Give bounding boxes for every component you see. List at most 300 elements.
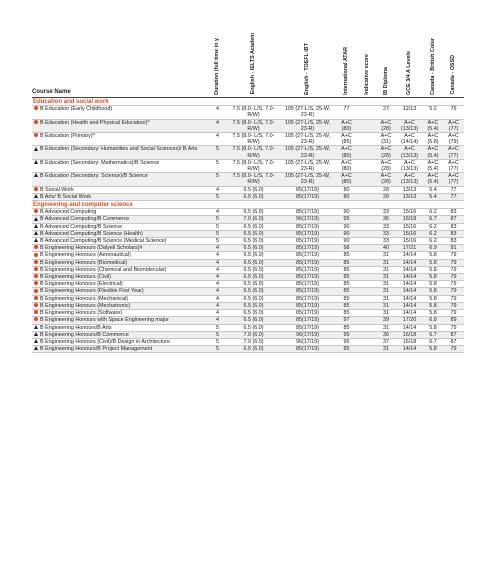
duration-cell: 5 (208, 159, 227, 172)
atar-cell: 85 (335, 288, 358, 295)
canada-ossd-cell: 87 (443, 338, 464, 345)
single-degree-dot-icon (34, 120, 38, 124)
canada-bc-cell: A+C (5.4) (423, 119, 443, 132)
indicative-score-cell (358, 288, 376, 295)
table-row (32, 119, 464, 132)
course-name: B Engineering Honours (Biomedical) (40, 259, 128, 266)
ib-cell: A+C (28) (376, 119, 396, 132)
course-name-cell (32, 238, 208, 245)
ib-cell: 39 (376, 317, 396, 324)
course-name-cell (32, 133, 208, 146)
duration-cell: 5 (208, 146, 227, 159)
ib-cell: 31 (376, 310, 396, 317)
single-degree-dot-icon (34, 289, 38, 293)
course-requirements-table (32, 0, 464, 353)
canada-bc-cell: A+C (5.4) (423, 159, 443, 172)
indicative-score-cell (358, 331, 376, 338)
atar-cell: 85 (335, 281, 358, 288)
canada-bc-cell: 6.7 (423, 216, 443, 223)
atar-cell: 85 (335, 302, 358, 309)
toefl-cell: 85(17/19) (280, 252, 335, 259)
course-name: B Engineering Honours (Software) (40, 310, 123, 317)
atar-header: International ATAR (335, 0, 358, 98)
gce-cell: 14/14 (396, 346, 423, 353)
combined-degree-triangle-icon (34, 173, 38, 177)
course-name-cell (32, 302, 208, 309)
indicative-score-cell (358, 238, 376, 245)
ib-cell: 31 (376, 346, 396, 353)
gce-cell: 15/16 (396, 230, 423, 237)
indicative-score-cell (358, 230, 376, 237)
table-row (32, 216, 464, 223)
course-name: B Engineering Honours/B Arts (40, 324, 112, 331)
atar-cell: A+C (80) (335, 173, 358, 186)
canada-ossd-cell: A+C (77) (443, 173, 464, 186)
canada-bc-cell: 5.8 (423, 324, 443, 331)
canada-bc-cell: 5.8 (423, 310, 443, 317)
toefl-cell: 85(17/19) (280, 223, 335, 230)
course-name-cell (32, 331, 208, 338)
duration-cell: 5 (208, 238, 227, 245)
duration-cell: 5 (208, 346, 227, 353)
table-row (32, 324, 464, 331)
atar-cell: 95 (335, 216, 358, 223)
combined-degree-triangle-icon (34, 332, 38, 336)
atar-cell: 85 (335, 310, 358, 317)
course-name: B Engineering Honours (Aeronautical) (40, 252, 131, 259)
toefl-cell: 105 (27-L/S, 25-W, 23-R) (280, 106, 335, 119)
canada-bc-cell: 5.8 (423, 346, 443, 353)
gce-cell: 17/20 (396, 317, 423, 324)
combined-degree-triangle-icon (34, 160, 38, 164)
canada-ossd-cell: 87 (443, 331, 464, 338)
duration-cell: 4 (208, 302, 227, 309)
atar-cell: 85 (335, 266, 358, 273)
duration-cell: 4 (208, 106, 227, 119)
ielts-cell: 6.5 (6.0) (227, 288, 280, 295)
ielts-cell: 6.5 (6.0) (227, 209, 280, 216)
ib-cell: 31 (376, 274, 396, 281)
ib-cell: A+C (28) (376, 146, 396, 159)
atar-cell: 85 (335, 252, 358, 259)
atar-cell: 90 (335, 238, 358, 245)
atar-cell: 90 (335, 223, 358, 230)
indicative-score-cell (358, 223, 376, 230)
duration-cell: 5 (208, 230, 227, 237)
course-name-cell (32, 317, 208, 324)
ielts-cell: 7.5 (8.0- L/S, 7.0-R/W) (227, 173, 280, 186)
table-row (32, 173, 464, 186)
single-degree-dot-icon (34, 296, 38, 300)
course-name: B Education (Primary)^ (40, 133, 96, 140)
section-heading-row (32, 201, 464, 209)
table-row (32, 186, 464, 193)
course-name: B Engineering Honours (Chemical and Biomolecular) (40, 266, 167, 273)
indicative-score-cell (358, 146, 376, 159)
duration-cell: 4 (208, 186, 227, 193)
gce-cell: 14/14 (396, 274, 423, 281)
table-row (32, 259, 464, 266)
course-name: B Advanced Computing/B Science (Medical Science) (40, 238, 167, 245)
table-row (32, 317, 464, 324)
ib-diploma-header: IB Diploma (376, 0, 396, 98)
course-name-cell (32, 288, 208, 295)
duration-cell: 4 (208, 133, 227, 146)
canada-bc-cell: 6.2 (423, 238, 443, 245)
course-name: B Advanced Computing (40, 209, 97, 216)
toefl-cell: 85(17/19) (280, 317, 335, 324)
toefl-cell: 105 (27-L/S, 25-W, 23-R) (280, 119, 335, 132)
indicative-score-cell (358, 295, 376, 302)
canada-ossd-cell: 79 (443, 302, 464, 309)
toefl-cell: 105 (27-L/S, 25-W, 23-R) (280, 146, 335, 159)
ielts-cell: 6.5 (6.0) (227, 223, 280, 230)
duration-cell: 5 (208, 216, 227, 223)
toefl-cell: 85(17/19) (280, 186, 335, 193)
gce-cell: 14/14 (396, 295, 423, 302)
ielts-header: English - IELTS Academ (227, 0, 280, 98)
single-degree-dot-icon (34, 267, 38, 271)
ib-cell: 31 (376, 324, 396, 331)
canada-ossd-cell: A+C (77) (443, 146, 464, 159)
canada-ossd-cell: 83 (443, 223, 464, 230)
combined-degree-triangle-icon (34, 147, 38, 151)
gce-cell: 15/16 (396, 238, 423, 245)
ib-cell: 36 (376, 216, 396, 223)
duration-cell: 5 (208, 193, 227, 200)
gce-cell: 14/14 (396, 259, 423, 266)
canada-ossd-cell: 77 (443, 186, 464, 193)
ib-cell: 28 (376, 186, 396, 193)
gce-cell: A+C (13/13) (396, 159, 423, 172)
course-name-cell (32, 173, 208, 186)
duration-cell: 5 (208, 223, 227, 230)
gce-cell: 12/13 (396, 106, 423, 119)
table-row (32, 238, 464, 245)
ielts-cell: 6.5 (6.0) (227, 238, 280, 245)
ib-cell: 33 (376, 238, 396, 245)
ib-cell: 28 (376, 193, 396, 200)
course-name: B Engineering Honours (Mechanical) (40, 295, 129, 302)
table-row (32, 146, 464, 159)
ib-cell: 37 (376, 338, 396, 345)
ib-cell: 31 (376, 252, 396, 259)
course-name: B Advanced Computing/B Commerce (40, 216, 130, 223)
course-name-cell (32, 295, 208, 302)
atar-cell: 98 (335, 245, 358, 252)
duration-cell: 4 (208, 245, 227, 252)
ielts-cell: 7.5 (8.0- L/S, 7.0-R/W) (227, 159, 280, 172)
canada-ossd-cell: A+C (77) (443, 119, 464, 132)
ielts-cell: 6.5 (6.0) (227, 245, 280, 252)
course-name-cell (32, 209, 208, 216)
table-row (32, 159, 464, 172)
atar-cell: 85 (335, 259, 358, 266)
table-body (32, 98, 464, 353)
gce-cell: 14/14 (396, 266, 423, 273)
table-row (32, 266, 464, 273)
canada-bc-cell: 6.7 (423, 331, 443, 338)
indicative-score-cell (358, 274, 376, 281)
indicative-score-header: Indicative score (358, 0, 376, 98)
combined-degree-triangle-icon (34, 224, 38, 228)
single-degree-dot-icon (34, 187, 38, 191)
gce-cell: A+C (13/13) (396, 173, 423, 186)
canada-bc-cell: 5.8 (423, 252, 443, 259)
canada-bc-cell: A+C (5.8) (423, 133, 443, 146)
course-name-cell (32, 106, 208, 119)
course-name-cell (32, 230, 208, 237)
course-name: B Arts/ B Social Work (40, 193, 92, 200)
canada-ossd-cell: 91 (443, 245, 464, 252)
duration-cell: 5 (208, 331, 227, 338)
ib-cell: 31 (376, 288, 396, 295)
toefl-cell: 96(17/19) (280, 216, 335, 223)
atar-cell: A+C (80) (335, 159, 358, 172)
toefl-cell: 85(17/19) (280, 259, 335, 266)
table-row (32, 310, 464, 317)
toefl-cell: 96(17/19) (280, 338, 335, 345)
table-row (32, 209, 464, 216)
combined-degree-triangle-icon (34, 346, 38, 350)
indicative-score-cell (358, 209, 376, 216)
course-name: B Engineering Honours/B Commerce (40, 331, 129, 338)
indicative-score-cell (358, 281, 376, 288)
ielts-cell: 7.5 (8.0- L/S, 7.0-R/W) (227, 106, 280, 119)
indicative-score-cell (358, 159, 376, 172)
combined-degree-triangle-icon (34, 217, 38, 221)
course-name-cell (32, 159, 208, 172)
canada-ossd-cell: A+C (79) (443, 133, 464, 146)
gce-cell: A+C (13/13) (396, 146, 423, 159)
course-name: B Education (Secondary: Science)/B Science (40, 173, 148, 180)
course-name-cell (32, 310, 208, 317)
toefl-cell: 85(17/19) (280, 302, 335, 309)
toefl-cell: 85(17/19) (280, 346, 335, 353)
toefl-cell: 85(17/19) (280, 209, 335, 216)
toefl-cell: 105 (27-L/S, 25-W, 23-R) (280, 133, 335, 146)
duration-cell: 4 (208, 274, 227, 281)
canada-ossd-cell: 79 (443, 288, 464, 295)
course-name: B Engineering Honours (Civil)/B Design in Architecture (40, 338, 171, 345)
toefl-cell: 96(17/19) (280, 331, 335, 338)
canada-ossd-cell: 79 (443, 266, 464, 273)
duration-cell: 4 (208, 288, 227, 295)
indicative-score-cell (358, 310, 376, 317)
atar-cell: 77 (335, 106, 358, 119)
toefl-header: English - TOEFL iBT (280, 0, 335, 98)
single-degree-dot-icon (34, 317, 38, 321)
canada-bc-header: Canada - British Colur (423, 0, 443, 98)
canada-ossd-cell: 83 (443, 230, 464, 237)
gce-cell: 14/14 (396, 302, 423, 309)
course-name-cell (32, 259, 208, 266)
atar-cell: A+C (80) (335, 119, 358, 132)
canada-bc-cell: A+C (5.4) (423, 173, 443, 186)
single-degree-dot-icon (34, 209, 38, 213)
canada-bc-cell: 6.2 (423, 230, 443, 237)
indicative-score-cell (358, 193, 376, 200)
course-name-cell (32, 146, 208, 159)
toefl-cell: 85(17/19) (280, 266, 335, 273)
course-name: B Engineering Honours (Dalyell Scholars)# (40, 245, 143, 252)
course-name-cell (32, 193, 208, 200)
single-degree-dot-icon (34, 133, 38, 137)
atar-cell: 80 (335, 193, 358, 200)
course-name-cell (32, 245, 208, 252)
canada-bc-cell: 6.9 (423, 245, 443, 252)
combined-degree-triangle-icon (34, 231, 38, 235)
canada-ossd-header: Canada - OSSD (443, 0, 464, 98)
ielts-cell: 6.5 (6.0) (227, 252, 280, 259)
canada-bc-cell: 5.8 (423, 295, 443, 302)
toefl-cell: 85(17/19) (280, 245, 335, 252)
toefl-cell: 85(17/19) (280, 230, 335, 237)
course-name-cell (32, 223, 208, 230)
canada-bc-cell: 5.4 (423, 193, 443, 200)
duration-cell: 4 (208, 317, 227, 324)
canada-ossd-cell: 83 (443, 238, 464, 245)
duration-cell: 4 (208, 310, 227, 317)
duration-cell: 4 (208, 281, 227, 288)
canada-bc-cell: 5.8 (423, 259, 443, 266)
combined-degree-triangle-icon (34, 238, 38, 242)
canada-ossd-cell: 79 (443, 281, 464, 288)
canada-ossd-cell: A+C (77) (443, 159, 464, 172)
ib-cell: 31 (376, 259, 396, 266)
ielts-cell: 6.5 (6.0) (227, 193, 280, 200)
single-degree-dot-icon (34, 106, 38, 110)
course-name-cell (32, 346, 208, 353)
canada-ossd-cell: 79 (443, 274, 464, 281)
canada-ossd-cell: 79 (443, 295, 464, 302)
indicative-score-cell (358, 186, 376, 193)
canada-bc-cell: 6.7 (423, 338, 443, 345)
atar-cell: 80 (335, 186, 358, 193)
indicative-score-cell (358, 317, 376, 324)
course-name: B Advanced Computing/B Science (40, 223, 123, 230)
course-name: B Education (Health and Physical Education)^ (40, 119, 150, 126)
duration-cell: 5 (208, 324, 227, 331)
indicative-score-cell (358, 346, 376, 353)
course-name: B Engineering Honours with Space Engineering major (40, 317, 169, 324)
course-name: B Engineering Honours (Civil) (40, 274, 112, 281)
course-name: B Advanced Computing/B Science (Health) (40, 230, 143, 237)
ib-cell: 31 (376, 266, 396, 273)
duration-header: Duration (full time in y (208, 0, 227, 98)
table-row (32, 193, 464, 200)
indicative-score-cell (358, 266, 376, 273)
gce-cell: A+C (13/13) (396, 119, 423, 132)
table-row (32, 331, 464, 338)
gce-cell: 16/18 (396, 338, 423, 345)
canada-bc-cell: 6.8 (423, 317, 443, 324)
course-name: B Education (Early Childhood) (40, 106, 113, 113)
indicative-score-cell (358, 106, 376, 119)
ib-cell: 31 (376, 295, 396, 302)
indicative-score-cell (358, 245, 376, 252)
canada-ossd-cell: 76 (443, 106, 464, 119)
table-row (32, 281, 464, 288)
ielts-cell: 6.5 (6.0) (227, 230, 280, 237)
gce-cell: 16/18 (396, 331, 423, 338)
canada-ossd-cell: 89 (443, 317, 464, 324)
ielts-cell: 7.0 (6.0) (227, 216, 280, 223)
single-degree-dot-icon (34, 281, 38, 285)
canada-ossd-cell: 87 (443, 216, 464, 223)
atar-cell: 90 (335, 209, 358, 216)
gce-cell: 15/16 (396, 223, 423, 230)
duration-cell: 4 (208, 295, 227, 302)
toefl-cell: 85(17/19) (280, 324, 335, 331)
table-row (32, 302, 464, 309)
indicative-score-cell (358, 133, 376, 146)
canada-bc-cell: 5.4 (423, 186, 443, 193)
ielts-cell: 6.5 (6.0) (227, 317, 280, 324)
indicative-score-cell (358, 173, 376, 186)
course-name: B Engineering Honours (Electrical) (40, 281, 123, 288)
atar-cell: A+C (85) (335, 133, 358, 146)
course-name: B Education (Secondary: Mathematics)/B Science (40, 159, 160, 166)
duration-cell: 4 (208, 252, 227, 259)
course-name-cell (32, 252, 208, 259)
atar-cell: 95 (335, 338, 358, 345)
table-row (32, 274, 464, 281)
toefl-cell: 85(17/19) (280, 281, 335, 288)
ib-cell: A+C (28) (376, 173, 396, 186)
toefl-cell: 85(17/19) (280, 238, 335, 245)
table-row (32, 133, 464, 146)
ib-cell: 27 (376, 106, 396, 119)
canada-bc-cell: 6.2 (423, 209, 443, 216)
ib-cell: A+C (31) (376, 133, 396, 146)
section-heading-row (32, 98, 464, 106)
gce-cell: 17/21 (396, 245, 423, 252)
course-name-cell (32, 281, 208, 288)
ielts-cell: 7.0 (6.0) (227, 331, 280, 338)
canada-ossd-cell: 79 (443, 252, 464, 259)
atar-cell: 97 (335, 317, 358, 324)
gce-cell: 14/14 (396, 252, 423, 259)
canada-ossd-cell: 79 (443, 324, 464, 331)
duration-cell: 4 (208, 259, 227, 266)
table-row (32, 295, 464, 302)
duration-cell: 4 (208, 119, 227, 132)
canada-ossd-cell: 77 (443, 193, 464, 200)
indicative-score-cell (358, 119, 376, 132)
canada-bc-cell: 5.8 (423, 266, 443, 273)
ielts-cell: 6.5 (6.0) (227, 346, 280, 353)
toefl-cell: 85(17/19) (280, 295, 335, 302)
canada-bc-cell: 5.8 (423, 288, 443, 295)
ib-cell: 40 (376, 245, 396, 252)
indicative-score-cell (358, 252, 376, 259)
canada-ossd-cell: 79 (443, 259, 464, 266)
gce-cell: 13/13 (396, 193, 423, 200)
single-degree-dot-icon (34, 245, 38, 249)
course-name: B Engineering Honours (Flexible First Year) (40, 288, 144, 295)
indicative-score-cell (358, 338, 376, 345)
gce-cell: 14/14 (396, 324, 423, 331)
course-name: B Social Work (40, 186, 74, 193)
course-name-cell (32, 216, 208, 223)
table-row (32, 223, 464, 230)
table-header-row (32, 0, 464, 98)
canada-ossd-cell: 79 (443, 310, 464, 317)
ib-cell: 31 (376, 302, 396, 309)
ib-cell: A+C (28) (376, 159, 396, 172)
single-degree-dot-icon (34, 260, 38, 264)
